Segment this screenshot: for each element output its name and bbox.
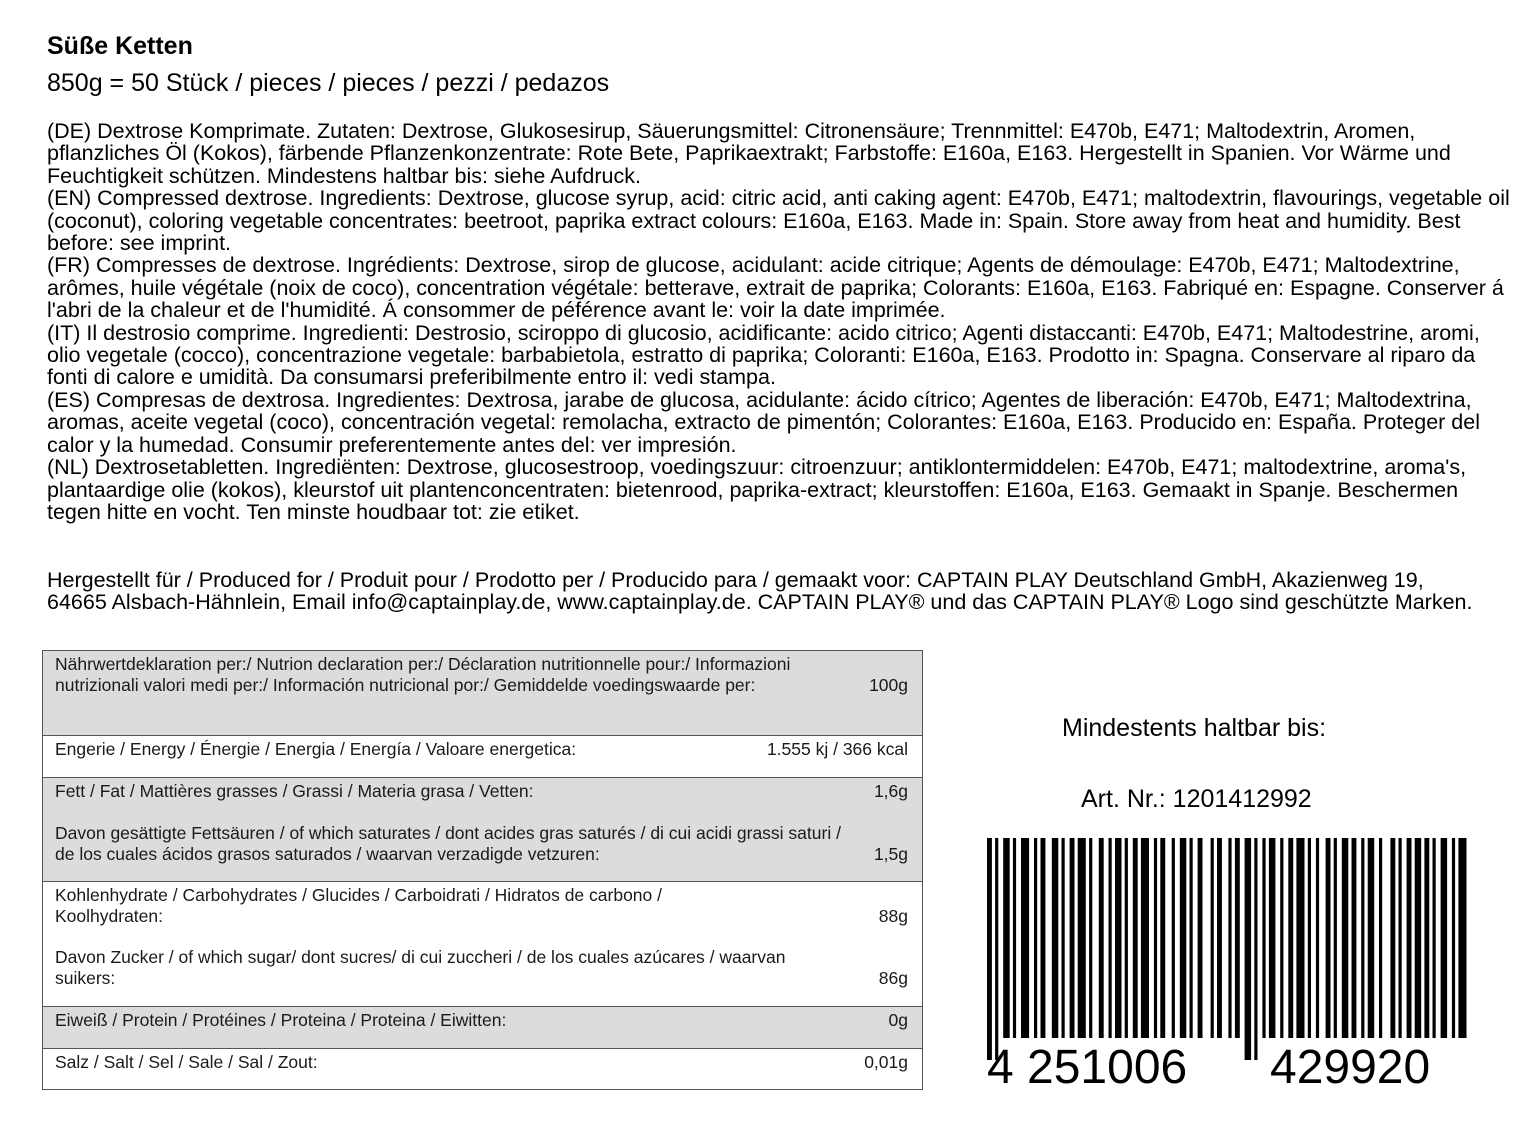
barcode-bar — [1308, 838, 1311, 1038]
barcode-bar — [1198, 838, 1203, 1038]
nutrition-header-value: 100g — [869, 675, 908, 695]
barcode-bar — [1070, 838, 1075, 1038]
barcode-bar — [1217, 838, 1222, 1038]
ingredients-nl: (NL) Dextrosetabletten. Ingrediënten: Dextrose, glucosestroop, voedingszuur: citroenzuur; antiklontermiddelen: E470b, E471; maltodextrine, aroma's, plantaardige olie (kokos), kleurstof uit plantenconcentraten: bietenrood, paprika-extract; kleurstoffen: E160a, E163. Gemaakt in Spanje. Beschermen tegen hitte en vocht. Ten minste houdbaar tot: zie etiket. — [47, 455, 1467, 524]
barcode-right-digits: 429920 — [1270, 1041, 1431, 1090]
barcode-bar — [1296, 838, 1304, 1038]
barcode-bar — [1280, 838, 1283, 1038]
barcode-bar — [1235, 838, 1240, 1038]
barcode-bar — [1452, 838, 1455, 1038]
barcode-bar — [1228, 838, 1231, 1038]
salt-row — [43, 1049, 922, 1089]
product-title: Süße Ketten — [47, 32, 193, 60]
barcode-bar — [1041, 838, 1046, 1038]
protein-label: Eiweiß / Protein / Protéines / Proteina / Proteina / Eiwitten: — [55, 1010, 507, 1030]
barcode-bar — [1133, 838, 1138, 1038]
salt-value: 0,01g — [864, 1052, 908, 1072]
barcode-bar — [1415, 838, 1422, 1038]
product-quantity: 850g = 50 Stück / pieces / pieces / pezzi / pedazos — [47, 69, 610, 97]
barcode-bar — [1390, 838, 1395, 1038]
barcode-bar — [1211, 838, 1214, 1038]
article-number: Art. Nr.: 1201412992 — [1081, 785, 1312, 813]
barcode-bar — [1109, 838, 1112, 1038]
barcode-bar — [1078, 838, 1086, 1038]
ingredients-block — [47, 120, 1512, 523]
producer-info: Hergestellt für / Produced for / Produit pour / Prodotto per / Producido para / gemaakt voor: CAPTAIN PLAY Deutschland GmbH, Akazienweg 19, 64665 Alsbach-Hähnlein, Email info@captainplay.de, www.captainplay.de. CAPTAIN PLAY® und das CAPTAIN PLAY® Logo sind geschützte Marken. — [47, 568, 1473, 615]
barcode-bar — [1316, 838, 1319, 1038]
barcode-bar — [1441, 838, 1448, 1038]
ingredients-it: (IT) Il destrosio comprime. Ingredienti: Destrosio, sciroppo di glucosio, acidificante: acido citrico; Agenti distaccanti: E470b, E471; Maltodestrine, aromi, olio vegetale (cocco), concentrazione vegetale: barbabietola, estratto di paprika; Coloranti: E160a, E163. Prodotto in: Spagna. Conservare al riparo da fonti di calore e umidità. Da consumarsi preferibilmente entro il: vedi stampa. — [47, 320, 1480, 390]
energy-row — [43, 736, 922, 778]
barcode-bar — [1407, 838, 1412, 1038]
barcode-bar — [1021, 838, 1029, 1038]
saturates-value: 1,5g — [873, 844, 908, 864]
barcode-bar — [1245, 838, 1252, 1060]
barcode-bar — [1034, 838, 1037, 1038]
barcode-bar — [1326, 838, 1331, 1038]
barcode-bar — [1190, 838, 1193, 1038]
protein-row — [43, 1007, 922, 1049]
barcode-bar — [1458, 838, 1466, 1038]
energy-value: 1.555 kj / 366 kcal — [766, 739, 908, 759]
barcode-left-digits: 4 251006 — [987, 1041, 1188, 1090]
ingredients-de: (DE) Dextrose Komprimate. Zutaten: Dextrose, Glukosesirup, Säuerungsmittel: Citronensäure; Trennmittel: E470b, E471; Maltodextrin, Aromen, pflanzliches Öl (Kokos), färbende Pflanzenkonzentrate: Rote Bete, Paprikaextrakt; Farbstoffe: E160a, E163. Hergestellt in Spanien. Vor Wärme und Feuchtigkeit schützen. Mindestens haltbar bis: siehe Aufdruck. — [47, 119, 1451, 188]
barcode-bar — [1172, 838, 1175, 1038]
fat-value: 1,6g — [873, 781, 908, 801]
barcode-bar — [1160, 838, 1165, 1038]
ingredients-es: (ES) Compresas de dextrosa. Ingredientes: Dextrosa, jarabe de glucosa, acidulante: ácido cítrico; Agentes de liberación: E470b, E471; Maltodextrina, aromas, aceite vegetal (coco), concentración vegetal: remolacha, extracto de pimentón; Colorantes: E160a, E163. Producido en: España. Proteger del calor y la humedad. Consumir preferentemente antes del: ver impresión. — [47, 387, 1480, 457]
protein-value: 0g — [888, 1010, 908, 1030]
fat-row — [43, 778, 922, 882]
barcode-bar — [1254, 838, 1257, 1060]
salt-label: Salz / Salt / Sel / Sale / Sal / Zout: — [55, 1052, 318, 1072]
barcode-bar — [1180, 838, 1187, 1038]
barcode-bar — [995, 838, 998, 1060]
barcode-bar — [1288, 838, 1293, 1038]
barcode-bar — [1424, 838, 1429, 1038]
ingredients-fr: (FR) Compresses de dextrose. Ingrédients: Dextrose, sirop de glucose, acidulant: acide citrique; Agents de démoulage: E470b, E471; Maltodextrine, arômes, huile végétale (noix de coco), concentration végétale: betterave, extrait de paprika; Colorants: E160a, E163. Fabriqué en: Espagne. Conserver á l'abri de la chaleur et de l'humidité. Á consommer de péférence avant le: voir la date imprimée. — [47, 253, 1504, 323]
nutrition-header-label: Nährwertdeklaration per:/ Nutrion declaration per:/ Déclaration nutritionnelle pour:/ Informazioni nutrizionali valori medi per:/ Información nutricional por:/ Gemiddelde voedingswaarde per: — [55, 654, 791, 695]
fat-label: Fett / Fat / Mattières grasses / Grassi / Materia grasa / Vetten: — [55, 781, 534, 801]
barcode-bar — [1062, 838, 1065, 1038]
energy-label: Engerie / Energy / Énergie / Energia / Energía / Valoare energetica: — [55, 739, 577, 759]
barcode-bar — [1368, 838, 1375, 1038]
barcode-bar — [1125, 838, 1128, 1038]
barcode-bar — [1052, 838, 1059, 1038]
barcode-bar — [1342, 838, 1349, 1038]
barcode-bar — [1141, 838, 1149, 1038]
sugar-label: Davon Zucker / of which sugar/ dont sucres/ di cui zuccheri / de los cuales azúcares / waarvan suikers: — [55, 947, 786, 988]
barcode-bar — [1361, 838, 1364, 1038]
barcode-bar — [1269, 838, 1276, 1038]
barcode-bar — [1334, 838, 1337, 1038]
carbs-row — [43, 882, 922, 1007]
barcode-bar — [1433, 838, 1436, 1038]
barcode-bar — [1262, 838, 1265, 1038]
barcode-bar — [1399, 838, 1402, 1038]
carbs-value: 88g — [878, 906, 908, 926]
ingredients-en: (EN) Compressed dextrose. Ingredients: Dextrose, glucose syrup, acid: citric acid, anti caking agent: E470b, E471; maltodextrin, flavourings, vegetable oil (coconut), coloring vegetable concentrates: beetroot, paprika extract colours: E160a, E163. Made in: Spain. Store away from heat and humidity. Best before: see imprint. — [47, 186, 1510, 256]
barcode-bar — [1352, 838, 1357, 1038]
saturates-label: Davon gesättigte Fettsäuren / of which saturates / dont acides gras saturés / di cui acidi grassi saturi / de los cuales ácidos grasos saturados / waarvan verzadigde vetzuren: — [55, 823, 841, 864]
nutrition-table — [42, 650, 923, 1090]
barcode-bar — [1154, 838, 1157, 1038]
carbs-label: Kohlenhydrate / Carbohydrates / Glucides / Carboidrati / Hidratos de carbono / Koolhydraten: — [55, 885, 662, 926]
nutrition-header-row — [43, 651, 922, 736]
barcode-bar — [1003, 838, 1010, 1038]
best-before-label: Mindestents haltbar bis: — [1062, 714, 1327, 742]
barcode — [985, 838, 1485, 1090]
barcode-bar — [1099, 838, 1104, 1038]
barcode-bar — [1379, 838, 1382, 1038]
barcode-bar — [987, 838, 992, 1060]
barcode-bar — [1115, 838, 1122, 1038]
sugar-value: 86g — [878, 968, 908, 988]
barcode-bar — [1089, 838, 1092, 1038]
barcode-bar — [1013, 838, 1016, 1038]
